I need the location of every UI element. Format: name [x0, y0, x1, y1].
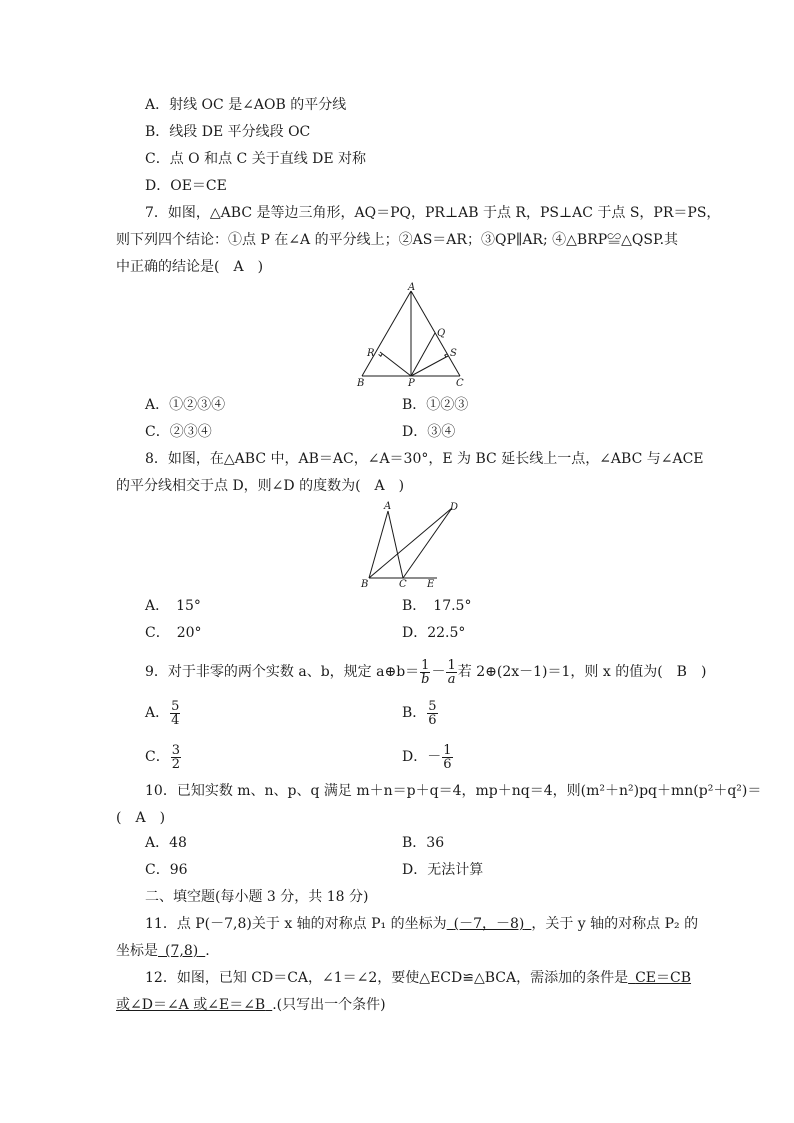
q9-option-d-label: D．－: [402, 749, 442, 765]
q9-option-a-label: A．: [145, 705, 170, 721]
q11-line1: [145, 914, 698, 934]
q8-option-d: D．22.5°: [402, 625, 466, 641]
q7-label-c: C: [456, 378, 464, 389]
q12-part1: 12．如图，已知 CD＝CA，∠1＝∠2，要使△ECD≌△BCA，需添加的条件是: [145, 970, 629, 986]
q7-label-a: A: [408, 282, 416, 293]
q11-line2: [116, 941, 210, 961]
q8-label-d: D: [450, 502, 459, 513]
q10-option-a: A．48: [145, 835, 187, 851]
q10-stem-line1: 10．已知实数 m、n、p、q 满足 m＋n＝p＋q＝4，mp＋nq＝4，则(m²＋n²)pq＋mn(p²＋q²)＝: [145, 783, 762, 799]
q6-option-d: D．OE＝CE: [145, 178, 227, 194]
q10-option-b: B．36: [402, 835, 445, 851]
q12-answer-2: [116, 997, 272, 1013]
q11-part3: 坐标是: [116, 943, 158, 959]
q9-f1-den: b: [421, 671, 430, 687]
q9-prefix: 9．对于非零的两个实数 a、b，规定 a⊕b＝: [145, 664, 420, 680]
q7-option-a: A．①②③④: [145, 397, 226, 413]
q10-option-c: C．96: [145, 862, 188, 878]
q9-option-c-den: 2: [171, 756, 180, 772]
q6-option-b: B．线段 DE 平分线段 OC: [145, 124, 311, 140]
q9-option-b-den: 6: [428, 712, 437, 728]
q11-answer-1-text: (－7，－8): [453, 916, 525, 932]
q7-label-s: S: [450, 348, 457, 359]
q9-option-b-num: 5: [428, 698, 437, 714]
q12-part2: .(只写出一个条件): [272, 997, 386, 1013]
q7-option-c: C．②③④: [145, 424, 212, 440]
q8-label-a: A: [384, 501, 392, 512]
q12-answer-2-text: 或∠D＝∠A 或∠E＝∠B: [116, 997, 266, 1013]
q9-minus: －: [431, 664, 446, 680]
q8-stem-line2: 的平分线相交于点 D，则∠D 的度数为( A ): [116, 478, 405, 494]
q11-part4: .: [205, 943, 210, 959]
q9-option-b-label: B．: [402, 705, 427, 721]
q11-answer-2: [158, 943, 205, 959]
q11-part2: ，关于 y 轴的对称点 P₂ 的: [531, 916, 699, 932]
q12-line2: [116, 995, 386, 1015]
q9-option-d-num: 1: [443, 742, 452, 758]
q8-label-c: C: [399, 579, 407, 590]
q9-f2-den: a: [447, 671, 456, 687]
q9-option-a-num: 5: [171, 698, 180, 714]
q7-label-r: R: [367, 348, 375, 359]
q9-option-a: [145, 698, 181, 728]
q9-option-d-den: 6: [443, 756, 452, 772]
q7-option-d: D．③④: [402, 424, 456, 440]
q9-f2-num: 1: [447, 657, 456, 673]
q10-stem-line2: ( A ): [116, 810, 166, 826]
q9-option-a-den: 4: [171, 712, 180, 728]
q9-suffix: 若 2⊕(2x－1)＝1，则 x 的值为( B ): [457, 664, 707, 680]
q7-label-b: B: [357, 378, 365, 389]
q12-line1: [145, 968, 691, 988]
q11-answer-1: [447, 916, 532, 932]
q9-stem: [145, 658, 706, 686]
q8-label-b: B: [361, 579, 369, 590]
q8-stem-line1: 8．如图，在△ABC 中，AB＝AC，∠A＝30°，E 为 BC 延长线上一点，∠ABC 与∠ACE: [145, 451, 704, 467]
q9-f1-num: 1: [421, 657, 430, 673]
q10-option-d: D．无法计算: [402, 862, 484, 878]
q7-stem-line1: 7．如图，△ABC 是等边三角形，AQ＝PQ，PR⊥AB 于点 R，PS⊥AC 于点 S，PR＝PS，: [145, 205, 721, 221]
q9-fraction-1-over-a: [446, 659, 456, 686]
q8-option-b: B． 17.5°: [402, 598, 472, 614]
q9-fraction-1-over-b: [420, 659, 430, 686]
q7-option-b: B．①②③: [402, 397, 469, 413]
q7-label-q: Q: [437, 328, 446, 339]
q12-answer-1: [628, 970, 691, 986]
section-heading-fill-in: 二、填空题(每小题 3 分，共 18 分): [145, 889, 369, 905]
q9-option-c-label: C．: [145, 749, 170, 765]
q9-option-c-num: 3: [171, 742, 180, 758]
q7-stem-line3: 中正确的结论是( A ): [116, 259, 264, 275]
q8-option-c: C． 20°: [145, 625, 202, 641]
q8-figure: [355, 498, 470, 594]
q9-option-d: [402, 742, 454, 772]
q9-option-c: [145, 742, 182, 772]
q6-option-a: A．射线 OC 是∠AOB 的平分线: [145, 97, 347, 113]
q12-answer-1-text: CE＝CB: [635, 970, 692, 986]
q8-option-a: A． 15°: [145, 598, 201, 614]
q9-option-b: [402, 698, 439, 728]
q6-option-c: C．点 O 和点 C 关于直线 DE 对称: [145, 151, 367, 167]
q8-label-e: E: [427, 579, 435, 590]
q11-answer-2-text: (7,8): [165, 943, 199, 959]
q11-part1: 11．点 P(－7,8)关于 x 轴的对称点 P₁ 的坐标为: [145, 916, 447, 932]
q7-label-p: P: [408, 378, 415, 389]
q7-figure: [350, 280, 480, 392]
q7-stem-line2: 则下列四个结论：①点 P 在∠A 的平分线上；②AS＝AR；③QP∥AR; ④△BRP≌△QSP.其: [116, 232, 679, 248]
